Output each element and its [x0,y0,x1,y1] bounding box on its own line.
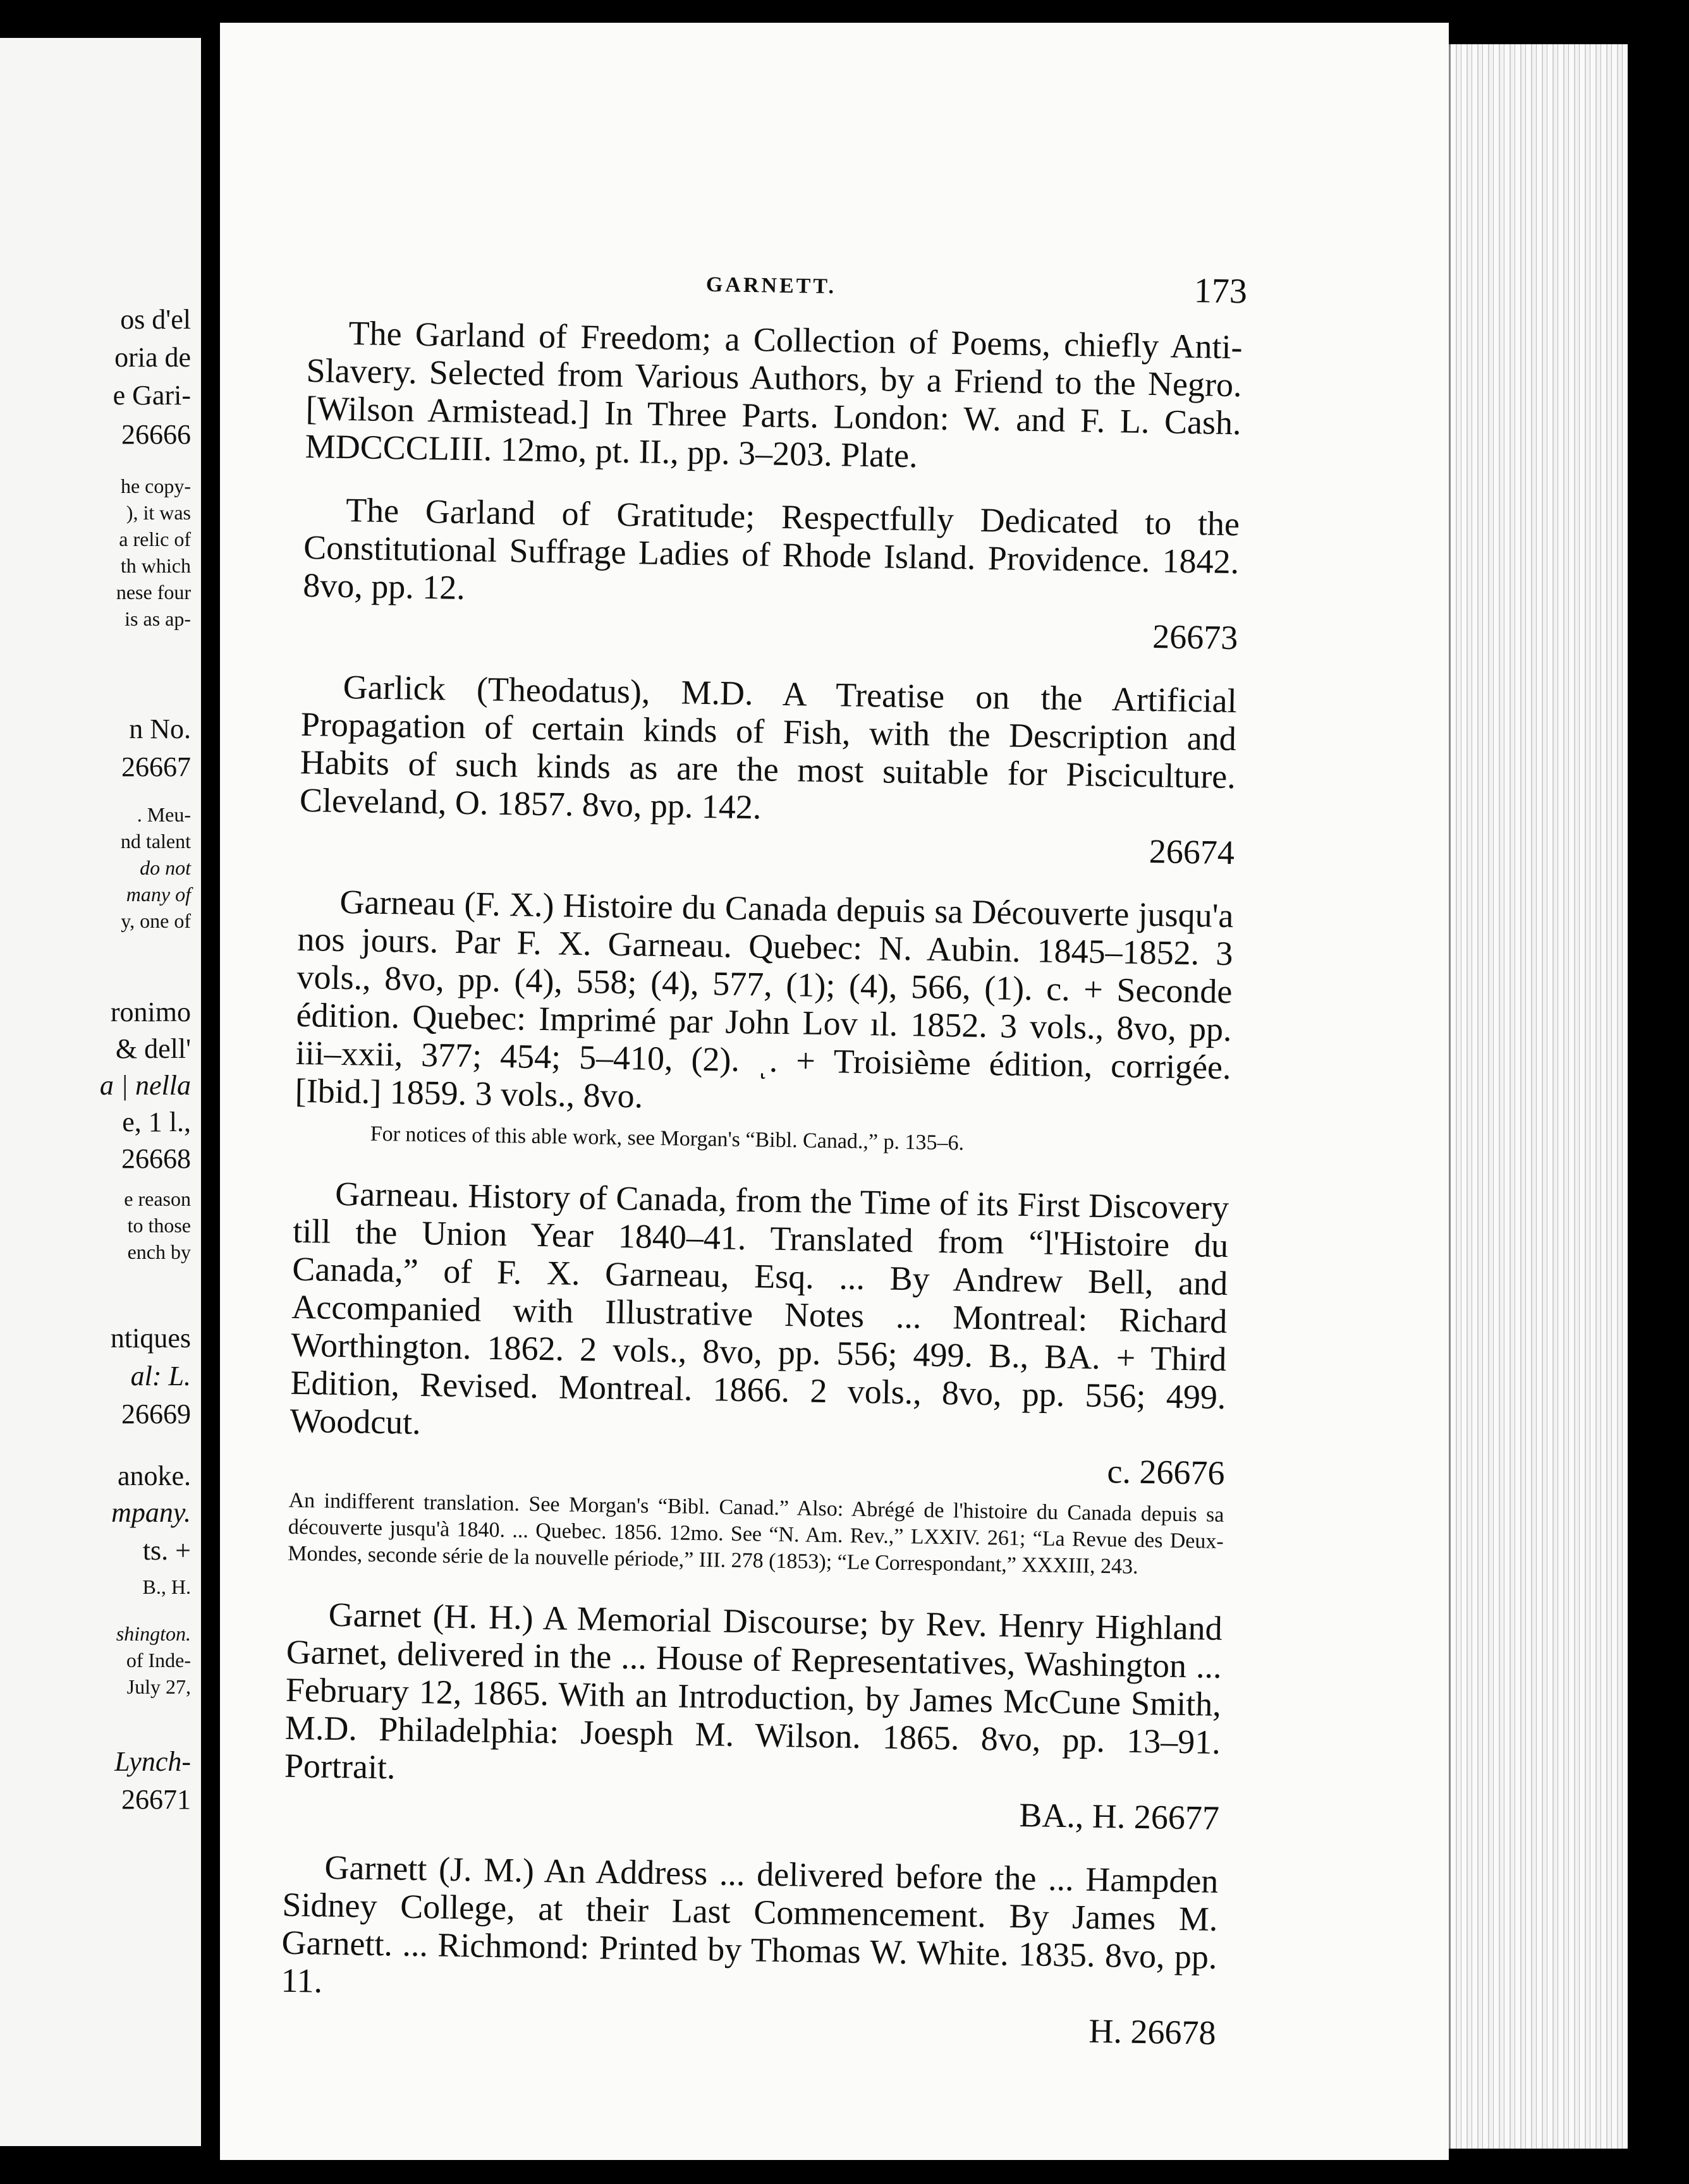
left-page-fragment: do not [140,856,191,879]
entry-number: BA., H. 26677 [1018,1795,1220,1837]
left-page-fragment: e reason [124,1187,191,1210]
entry-number: 26673 [1152,617,1238,657]
bibliography-entry [295,882,1233,1124]
entry-note: An indifferent translation. See Morgan's “Bibl. Canad.” Also: Abrégé de l'histoire du Canada depuis sa découverte jusqu'à 1840. ... Quebec. 1856. 12mo. See “N. Am. Rev.,” LXXIV. 261; “La Revue des Deux-Mondes, seconde série de la nouvelle période,” III. 278 (1853); “Le Correspondant,” XXXIII, 243. [287,1488,1224,1579]
left-page-fragment: ), it was [126,501,191,524]
left-page-fragment: . Meu- [137,803,191,826]
left-page-fragment: a relic of [119,528,191,550]
entry-text: Garneau (F. X.) Histoire du Canada depuis sa Découverte jusqu'a nos jours. Par F. X. Garneau. Quebec: N. Aubin. 1845–1852. 3 vols., 8vo, pp. (4), 558; (4), 577, (1); (4), 566, (1). c. + Seconde édition. Quebec: Imprimé par John Lov ıl. 1852. 3 vols., 8vo, pp. iii–xxii, 377; 454; 5–410, (2). ͺ. + Troisième édition, corrigée. [Ibid.] 1859. 3 vols., 8vo. [295,882,1234,1115]
left-page-fragment: 26669 [121,1398,191,1429]
entry-text: Garnet (H. H.) A Memorial Discourse; by Rev. Henry Highland Garnet, delivered in the ... House of Representatives, Washington ... February 12, 1865. With an Introduction, by James McCune Smith, M.D. Philadelphia: Joesph M. Wilson. 1865. 8vo, pp. 13–91. Portrait. [284,1595,1223,1787]
left-page-fragment: a | nella [99,1070,191,1101]
left-page-fragment: nese four [116,581,191,604]
entry-text: Garnett (J. M.) An Address ... delivered before the ... Hampden Sidney College, at their Last Commencement. By James M. Garnett. ... Richmond: Printed by Thomas W. White. 1835. 8vo, pp. 11. [281,1848,1219,2000]
left-page-fragment: 26668 [121,1143,191,1174]
book-page [220,23,1449,2160]
left-page-fragment: July 27, [126,1675,191,1698]
left-page-fragment: oria de [114,342,191,373]
left-page-fragment: n No. [129,713,191,744]
entry-number: 26674 [1149,832,1235,872]
entry-number: c. 26676 [1107,1452,1225,1493]
left-page-fragment: y, one of [121,909,191,932]
left-page-fragment: mpany. [111,1497,191,1528]
left-page-fragment: ench by [127,1241,191,1263]
left-page-fragment: e Gari- [113,380,191,411]
left-page-fragment: to those [127,1214,191,1237]
entry-note: For notices of this able work, see Morgan's “Bibl. Canad.,” p. 135–6. [370,1122,965,1155]
left-page-fragment: th which [120,554,191,577]
left-page-fragment: ts. + [142,1535,191,1566]
bibliography-entry [289,1174,1229,1492]
entry-text: The Garland of Freedom; a Collection of Poems, chiefly Anti-Slavery. Selected from Various Authors, by a Friend to the Negro. [Wilson Armistead.] In Three Parts. London: W. and F. L. Cash. MDCCCLIII. 12mo, pt. II., pp. 3–203. Plate. [305,314,1243,475]
left-page-fragment: is as ap- [125,607,191,630]
bibliography-entry [305,313,1243,480]
page-header [307,238,1248,328]
entry-number: H. 26678 [1088,2011,1217,2052]
left-page-fragment: B., H. [142,1575,191,1598]
bibliography-entry [280,1848,1219,2052]
left-page-fragment: of Inde- [126,1649,191,1671]
left-page-fragment: shington. [116,1622,191,1645]
bibliography-entry [302,490,1240,657]
page-content [280,238,1248,2077]
left-page-fragment: nd talent [120,830,191,852]
left-page-fragment: 26667 [121,751,191,782]
entry-text: The Garland of Gratitude; Respectfully Dedicated to the Constitutional Suffrage Ladies of Rhode Island. Providence. 1842. 8vo, pp. 12. [302,490,1240,607]
bibliography-entry [299,667,1238,871]
entry-text: Garneau. History of Canada, from the Time of its First Discovery till the Union Year 1840–41. Translated from “l'Histoire du Canada,” of F. X. Garneau, Esq. ... By Andrew Bell, and Accompanied with Illustrative Notes ... Montreal: Richard Worthington. 1862. 2 vols., 8vo, pp. 556; 499. B., BA. + Third Edition, Revised. Montreal. 1866. 2 vols., 8vo, pp. 556; 499. Woodcut. [290,1174,1229,1442]
left-facing-page [0,38,201,2146]
left-page-fragment: anoke. [117,1460,191,1491]
left-page-fragment: al: L. [130,1361,191,1392]
left-page-fragment: & dell' [115,1033,191,1064]
entry-text: Garlick (Theodatus), M.D. A Treatise on the Artificial Propagation of certain kinds of Fish, with the Description and Habits of such kinds as are the most suitable for Pisciculture. Cleveland, O. 1857. 8vo, pp. 142. [299,667,1238,827]
left-page-fragment: 26671 [121,1784,191,1815]
page-number: 173 [1193,271,1248,312]
left-page-fragment: e, 1 l., [122,1107,191,1138]
running-head: GARNETT. [705,272,837,299]
page-edge [1449,44,1628,2149]
left-page-fragment: he copy- [120,475,191,497]
left-page-fragment: 26666 [121,419,191,450]
left-page-fragment: many of [126,883,191,906]
left-page-fragment: ntiques [110,1323,191,1354]
bibliography-entry [284,1595,1223,1837]
left-page-fragment: ronimo [110,997,191,1028]
left-page-fragment: Lynch- [114,1746,191,1777]
left-page-fragment: os d'el [120,304,191,335]
